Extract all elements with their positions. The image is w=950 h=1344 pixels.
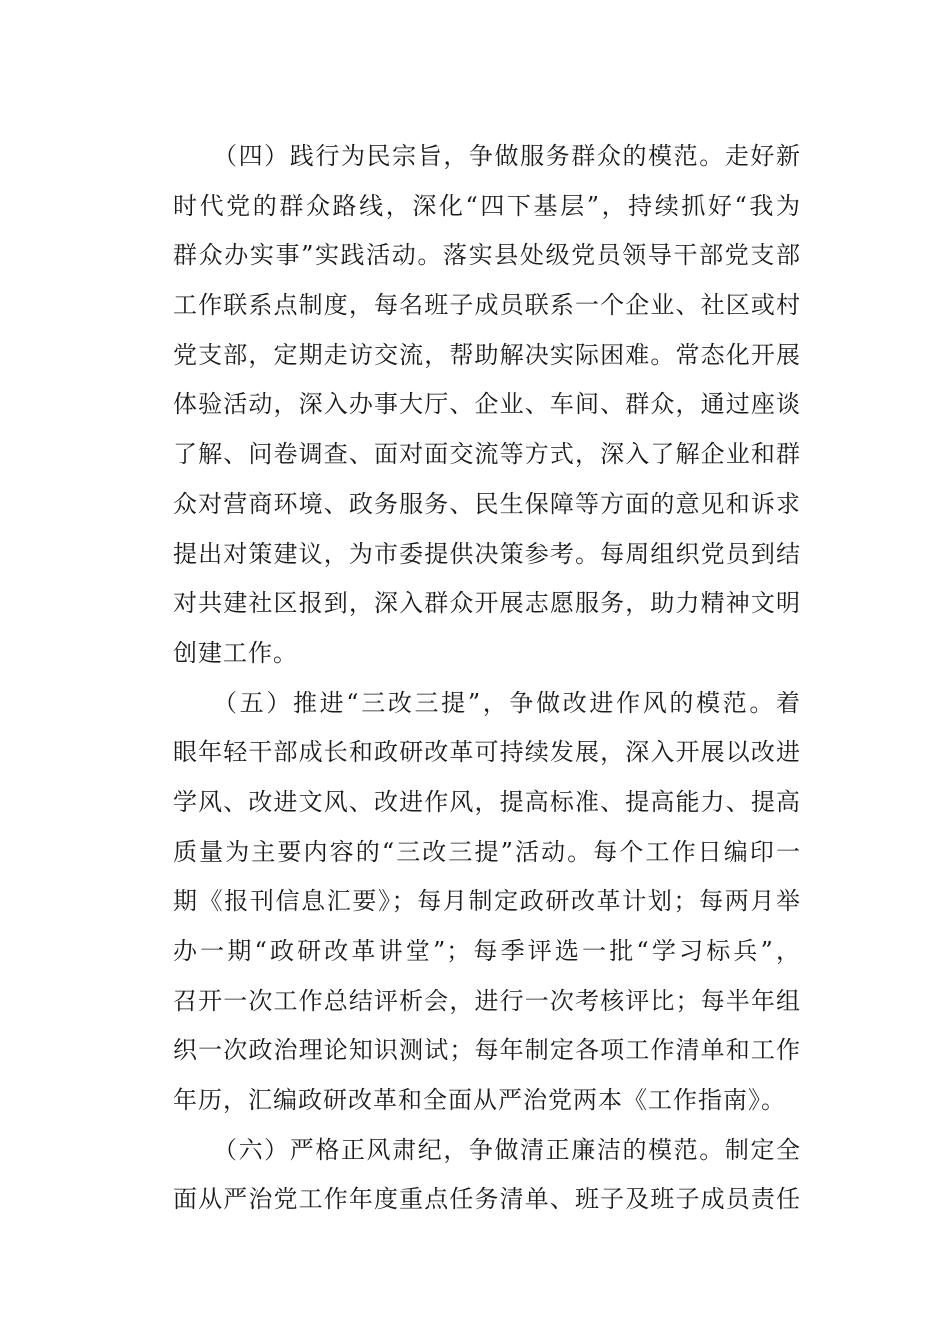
paragraph-section-5 [173,679,801,1126]
text-line: （六）严格正风肃纪，争做清正廉洁的模范。制定全 [213,1135,801,1164]
document-page [173,132,801,1225]
text-line: （五）推进“三改三提”，争做改进作风的模范。着 [213,688,801,717]
text-line: 学风、改进文风、改进作风，提高标准、提高能力、提高 [173,787,801,816]
text-line: 众对营商环境、政务服务、民生保障等方面的意见和诉求 [173,489,801,518]
text-line: 群众办实事”实践活动。落实县处级党员领导干部党支部 [173,241,801,270]
text-line: 期《报刊信息汇要》；每月制定政研改革计划；每两月举 [173,887,801,916]
text-line: 提出对策建议，为市委提供决策参考。每周组织党员到结 [173,539,801,568]
paragraph-section-4 [173,132,801,679]
text-line: 质量为主要内容的“三改三提”活动。每个工作日编印一 [173,837,801,866]
text-line: 面从严治党工作年度重点任务清单、班子及班子成员责任 [173,1185,801,1214]
text-line: 对共建社区报到，深入群众开展志愿服务，助力精神文明 [173,589,801,618]
text-line: 召开一次工作总结评析会，进行一次考核评比；每半年组 [173,986,801,1015]
text-line: 年历，汇编政研改革和全面从严治党两本《工作指南》。 [173,1086,786,1115]
text-line: 党支部，定期走访交流，帮助解决实际困难。常态化开展 [173,340,801,369]
text-line: 办一期“政研改革讲堂”；每季评选一批“学习标兵”， [173,937,801,965]
text-line: 体验活动，深入办事大厅、企业、车间、群众，通过座谈 [173,390,801,419]
text-line: 创建工作。 [173,638,298,667]
text-line: 了解、问卷调查、面对面交流等方式，深入了解企业和群 [173,440,801,469]
text-line: （四）践行为民宗旨，争做服务群众的模范。走好新 [213,142,801,170]
text-line: 工作联系点制度，每名班子成员联系一个企业、社区或村 [173,291,801,320]
paragraph-section-6 [173,1126,801,1225]
text-line: 织一次政治理论知识测试；每年制定各项工作清单和工作 [173,1036,801,1065]
text-line: 时代党的群众路线，深化“四下基层”，持续抓好“我为 [173,191,801,220]
text-line: 眼年轻干部成长和政研改革可持续发展，深入开展以改进 [173,738,801,767]
